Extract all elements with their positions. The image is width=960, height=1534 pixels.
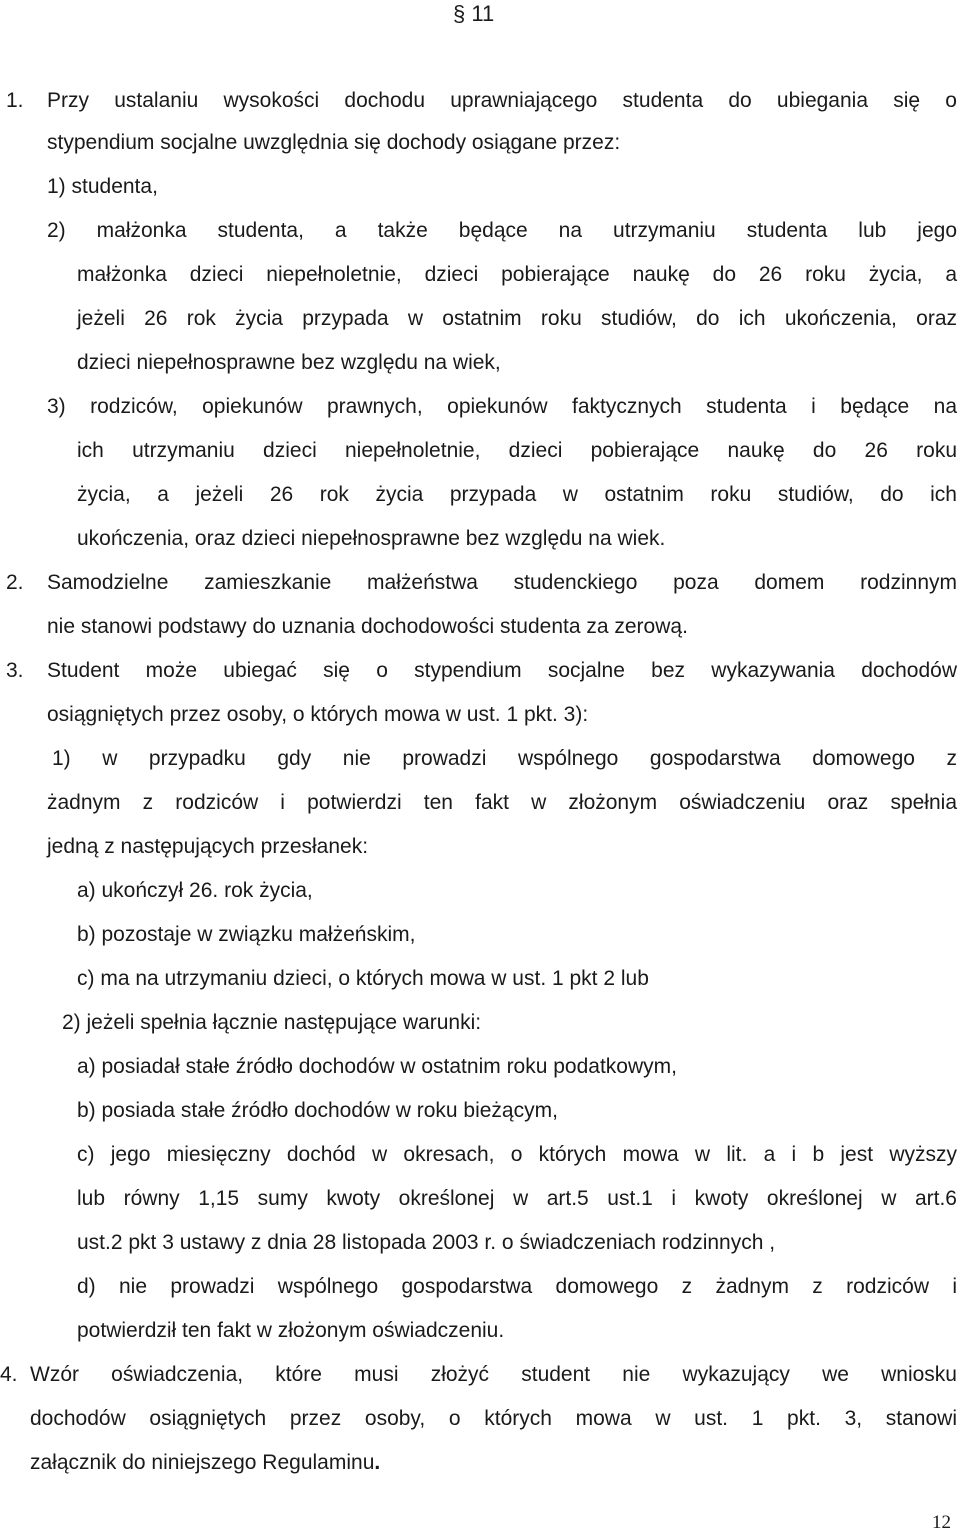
item-3-line-1: Student może ubiegać się o stypendium socjalne bez wykazywania dochodów: [47, 659, 957, 682]
item-2-number: 2.: [6, 571, 24, 594]
item-1-sub-2-line-4: dzieci niepełnosprawne bez względu na wiek,: [77, 351, 501, 374]
item-3-point-2-c-line-3: ust.2 pkt 3 ustawy z dnia 28 listopada 2003 r. o świadczeniach rodzinnych ,: [77, 1231, 776, 1254]
item-3-number: 3.: [6, 659, 24, 682]
item-4-line-1: Wzór oświadczenia, które musi złożyć student nie wykazujący we wniosku: [30, 1363, 957, 1386]
item-3-point-1-line-3: jedną z następujących przesłanek:: [47, 835, 369, 858]
item-3-point-2-c-line-2: lub równy 1,15 sumy kwoty określonej w art.5 ust.1 i kwoty określonej w art.6: [77, 1187, 957, 1210]
item-4-final-period: .: [374, 1451, 381, 1474]
item-2-line-1: Samodzielne zamieszkanie małżeństwa studenckiego poza domem rodzinnym: [47, 571, 957, 594]
item-1-sub-3-line-2: ich utrzymaniu dzieci niepełnoletnie, dzieci pobierające naukę do 26 roku: [77, 439, 957, 462]
item-3-line-2: osiągniętych przez osoby, o których mowa w ust. 1 pkt. 3):: [47, 703, 589, 726]
item-3-point-2-b: b) posiada stałe źródło dochodów w roku bieżącym,: [77, 1099, 558, 1122]
item-3-point-2-a: a) posiadał stałe źródło dochodów w ostatnim roku podatkowym,: [77, 1055, 677, 1078]
item-3-point-1-line-2: żadnym z rodziców i potwierdzi ten fakt w złożonym oświadczeniu oraz spełnia: [47, 791, 957, 814]
item-1-sub-1: 1) studenta,: [47, 175, 158, 198]
item-1-sub-3-line-3: życia, a jeżeli 26 rok życia przypada w ostatnim roku studiów, do ich: [77, 483, 957, 506]
item-3-point-2: 2) jeżeli spełnia łącznie następujące warunki:: [62, 1011, 482, 1034]
item-1-sub-2-line-3: jeżeli 26 rok życia przypada w ostatnim roku studiów, do ich ukończenia, oraz: [77, 307, 957, 330]
item-2-line-2: nie stanowi podstawy do uznania dochodowości studenta za zerową.: [47, 615, 688, 638]
item-3-point-2-d-line-2: potwierdził ten fakt w złożonym oświadczeniu.: [77, 1319, 505, 1342]
item-1-line-2: stypendium socjalne uwzględnia się dochody osiągane przez:: [47, 131, 621, 154]
item-1-sub-3-line-4: ukończenia, oraz dzieci niepełnosprawne bez względu na wiek.: [77, 527, 666, 550]
item-4-line-3: [30, 1448, 380, 1478]
item-3-point-1-b: b) pozostaje w związku małżeńskim,: [77, 923, 416, 946]
item-4-number: 4.: [0, 1363, 18, 1386]
item-3-point-1-a: a) ukończył 26. rok życia,: [77, 879, 313, 902]
page-number: 12: [932, 1512, 951, 1533]
item-3-point-1-line-1: 1) w przypadku gdy nie prowadzi wspólnego gospodarstwa domowego z: [52, 747, 957, 770]
item-1-number: 1.: [6, 89, 24, 112]
item-4-line-3-text: załącznik do niniejszego Regulaminu: [30, 1451, 375, 1474]
item-1-line-1: Przy ustalaniu wysokości dochodu uprawniającego studenta do ubiegania się o: [47, 89, 957, 112]
section-header: § 11: [453, 1, 495, 26]
item-1-sub-3-line-1: 3) rodziców, opiekunów prawnych, opiekunów faktycznych studenta i będące na: [47, 395, 957, 418]
item-4-line-2: dochodów osiągniętych przez osoby, o których mowa w ust. 1 pkt. 3, stanowi: [30, 1407, 957, 1430]
item-1-sub-2-line-2: małżonka dzieci niepełnoletnie, dzieci pobierające naukę do 26 roku życia, a: [77, 263, 957, 286]
item-1-sub-2-line-1: 2) małżonka studenta, a także będące na utrzymaniu studenta lub jego: [47, 219, 957, 242]
item-3-point-1-c: c) ma na utrzymaniu dzieci, o których mowa w ust. 1 pkt 2 lub: [77, 967, 649, 990]
item-3-point-2-c-line-1: c) jego miesięczny dochód w okresach, o których mowa w lit. a i b jest wyższy: [77, 1143, 957, 1166]
item-3-point-2-d-line-1: d) nie prowadzi wspólnego gospodarstwa domowego z żadnym z rodziców i: [77, 1275, 957, 1298]
